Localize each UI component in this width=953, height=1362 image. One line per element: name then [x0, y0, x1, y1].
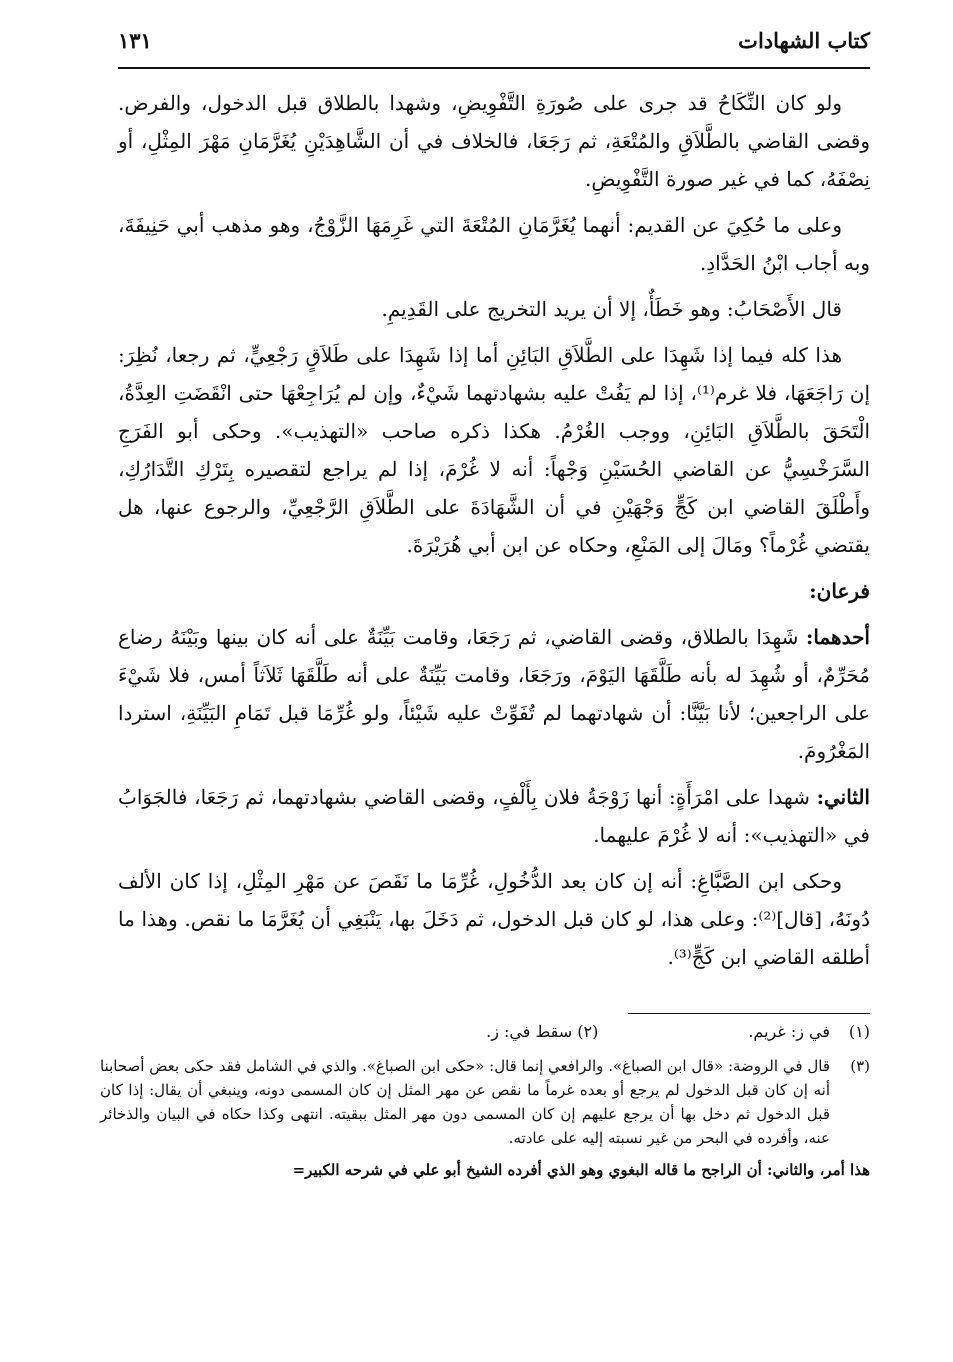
main-text: [118, 84, 870, 984]
branch-paragraph: [118, 778, 870, 854]
book-title: كتاب الشهادات: [738, 28, 870, 53]
footnote-text: في ز: غريم.: [748, 1022, 830, 1041]
branch-paragraph: [118, 618, 870, 770]
page-number: ١٣١: [118, 28, 152, 53]
paragraph: ولو كان النِّكَاحُ قد جرى على صُورَةِ التَّفْوِيضِ، وشهدا بالطلاق قبل الدخول، والفرض. وقضى القاضي بالطَّلاَقِ والمُتْعَةِ، ثم رَجَعَا، فالخلاف في أن الشَّاهِدَيْنِ يُغَرَّمَانِ مَهْرَ المِثْلِ، أو نِصْفَهُ، كما في غير صورة التَّفْوِيضِ.: [118, 91, 870, 191]
branch-text: شَهِدَا بالطلاق، وقضى القاضي، ثم رَجَعَا، وقامت بَيِّنَةٌ على أنه كان بينها وبَيْنَهُ رضاع مُحَرِّمٌ، أو شُهِدَ له بأنه طَلَّقَهَا اليَوْمَ، ورَجَعَا، وقامت بَيِّنَةٌ على أنه طَلَّقَهَا ثَلاَثاً أمس، فلا شَيْءَ على الراجعين؛ لأنا بَيَّنَّا: أن شهادتهما لم تُفَوِّتْ عليه شَيْئاً، ولو غُرِّمَا قبل تَمَامِ البَيِّنَةِ، استردا المَغْرُومَ.: [118, 625, 870, 763]
footnote-continuation: هذا أمر، والثاني: أن الراجح ما قاله البغوي وهو الذي أفرده الشيخ أبو علي في شرحه الكبير=: [292, 1161, 870, 1179]
footnote-row: [100, 1020, 870, 1044]
branch-lead: أحدهما:: [805, 625, 870, 649]
footnote-1: [748, 1020, 870, 1044]
footnote-text: قال في الروضة: «قال ابن الصباغ». والرافعي إنما قال: «حكى ابن الصباغ». والذي في الشامل فقد حكى بعض أصحابنا أنه إن كان قبل الدخول لم يرجع أو بعده غرماً ما نقص عن مهر المثل إن كان المسمى دونه، وينبغي أن يقال: إذا كان قبل الدخول ثم دخل بها أن يرجع عليهم إن كان المسمى دون مهر المثل ببقيته. انتهى وكذا حكاه في البيان والذخائر عنه، وأفرده في البحر من غير نسبته إليه على عادته.: [100, 1057, 830, 1147]
footnote-number: (٣): [850, 1057, 870, 1075]
footnote-3: [100, 1054, 870, 1150]
footnote-2: (٢) سقط في: ز.: [486, 1022, 599, 1041]
footnote-number: (١): [848, 1022, 870, 1041]
page-header: [118, 26, 870, 66]
header-rule: [118, 67, 870, 69]
paragraph: وعلى ما حُكِيَ عن القديم: أنهما يُغَرَّمَانِ المُتْعَةَ التي غَرِمَهَا الزَّوْجُ، وهو مذهب أبي حَنِيفَةَ، وبه أجاب ابْنُ الحَدَّادِ.: [118, 213, 870, 275]
branch-lead: الثاني:: [816, 785, 870, 809]
paragraph: وحكى ابن الصَّبَّاغِ: أنه إن كان بعد الدُّخُولِ، غُرِّمَا ما نَقَصَ عن مَهْرِ المِثْلِ، إذا كان الألف دُونَهُ، [قال]⁽²⁾: وعلى هذا، لو كان قبل الدخول، ثم دَخَلَ بها، يَنْبَغِي أن يُغَرَّمَا ما نقص. وهذا ما أطلقه القاضي ابن كَجٍّ⁽³⁾.: [118, 869, 870, 969]
footnotes: [100, 1020, 870, 1182]
paragraph: هذا كله فيما إذا شَهِدَا على الطَّلاَقِ البَائِنِ أما إذا شَهِدَا على طَلاَقٍ رَجْعِيٍّ، ثم رجعا، نُظِرَ: إن رَاجَعَهَا، فلا غرم⁽¹⁾، إذا لم يَفُتْ عليه بشهادتهما شَيْءٌ، وإن لم يُرَاجِعْهَا حتى انْقَضَتِ العِدَّةُ، الْتَحَقَ بالطَّلاَقِ البَائِنِ، ووجب الغُرْمُ. هكذا ذكره صاحب «التهذيب». وحكى أبو الفَرَجِ السَّرَخْسِيُّ عن القاضي الحُسَيْنِ وَجْهاً: أنه لا غُرْمَ، إذا لم يراجع لتقصيره بِتَرْكِ التَّدَارُكِ، وأَطْلَقَ القاضي ابن كَجٍّ وَجْهَيْنِ في أن الشَّهَادَةَ على الطَّلاَقِ الرَّجْعِيِّ، والرجوع عنها، هل يقتضي غُرْماً؟ ومَالَ إلى المَنْعِ، وحكاه عن ابن أبي هُرَيْرَةَ.: [118, 343, 870, 557]
branch-text: شهدا على امْرَأَةٍ: أنها زَوْجَةُ فلان بِأَلْفٍ، وقضى القاضي بشهادتهما، ثم رَجَعَا، فالجَوَابُ في «التهذيب»: أنه لا غُرْمَ عليهما.: [118, 785, 870, 847]
paragraph: قال الأَصْحَابُ: وهو خَطَأٌ، إلا أن يريد التخريج على القَدِيمِ.: [381, 297, 842, 321]
section-heading: فرعان:: [809, 579, 870, 603]
footnote-separator: [628, 1013, 870, 1014]
